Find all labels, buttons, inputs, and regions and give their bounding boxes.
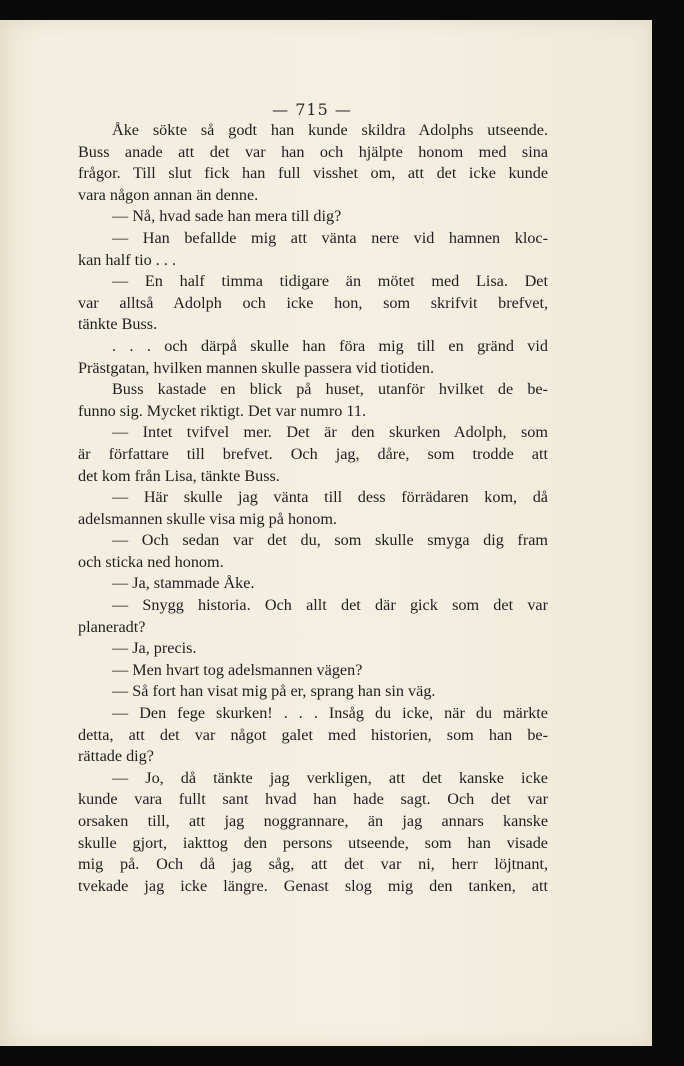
text-line: vara någon annan än denne.	[78, 185, 259, 204]
text-line: det kom från Lisa, tänkte Buss.	[78, 466, 280, 485]
text-line: . . . och därpå skulle han föra mig till en gränd vid	[112, 336, 548, 355]
text-line: Buss kastade en blick på huset, utanför hvilket de be-	[112, 380, 548, 399]
text-line: adelsmannen skulle visa mig på honom.	[78, 509, 337, 528]
text-line: — Han befallde mig att vänta nere vid hamnen kloc-	[112, 228, 548, 247]
text-line: — Den fege skurken! . . . Insåg du icke, när du märkte	[112, 704, 548, 723]
text-line: — Snygg historia. Och allt det där gick som det var	[112, 596, 548, 615]
text-line: — Intet tvifvel mer. Det är den skurken Adolph, som	[112, 423, 548, 442]
text-line: Åke sökte så godt han kunde skildra Adolphs utseende.	[112, 121, 548, 139]
text-line: detta, att det var något galet med historien, som han be-	[78, 725, 548, 744]
text-line: — Här skulle jag vänta till dess förrädaren kom, då	[112, 488, 548, 507]
text-line: planeradt?	[78, 617, 146, 636]
body-text	[78, 120, 548, 897]
text-line: tvekade jag icke längre. Genast slog mig den tanken, att	[78, 876, 548, 895]
text-line: Buss anade att det var han och hjälpte honom med sina	[78, 142, 548, 161]
text-line: skulle gjort, iakttog den persons utseende, som han visade	[78, 833, 548, 852]
text-line: Prästgatan, hvilken mannen skulle passera vid tiotiden.	[78, 358, 435, 377]
text-line: kan half tio . . .	[78, 250, 177, 269]
text-line: orsaken till, att jag noggrannare, än jag annars kanske	[78, 812, 548, 830]
text-line: var alltså Adolph och icke hon, som skrifvit brefvet,	[78, 293, 548, 312]
text-line: — En half timma tidigare än mötet med Lisa. Det	[112, 272, 548, 291]
book-page	[0, 20, 652, 1046]
text-line: — Nå, hvad sade han mera till dig?	[112, 207, 342, 226]
page-number: — 715 —	[272, 100, 352, 119]
text-line: och sticka ned honom.	[78, 552, 224, 571]
text-line: funno sig. Mycket riktigt. Det var numro 11.	[78, 401, 367, 420]
text-line: — Ja, stammade Åke.	[112, 574, 255, 593]
text-line: — Jo, då tänkte jag verkligen, att det kanske icke	[112, 768, 548, 787]
text-line: är författare till brefvet. Och jag, dåre, som trodde att	[78, 444, 548, 463]
text-line: mig på. Och då jag såg, att det var ni, herr löjtnant,	[78, 855, 548, 874]
text-line: — Ja, precis.	[112, 639, 197, 658]
text-line: frågor. Till slut fick han full visshet om, att det icke kunde	[78, 164, 548, 183]
text-line: rättade dig?	[78, 747, 154, 766]
text-line: — Men hvart tog adelsmannen vägen?	[112, 660, 363, 679]
text-line: — Och sedan var det du, som skulle smyga dig fram	[112, 531, 548, 550]
text-line: — Så fort han visat mig på er, sprang han sin väg.	[112, 682, 436, 701]
text-line: tänkte Buss.	[78, 315, 158, 334]
text-line: kunde vara fullt sant hvad han hade sagt. Och det var	[78, 790, 548, 809]
